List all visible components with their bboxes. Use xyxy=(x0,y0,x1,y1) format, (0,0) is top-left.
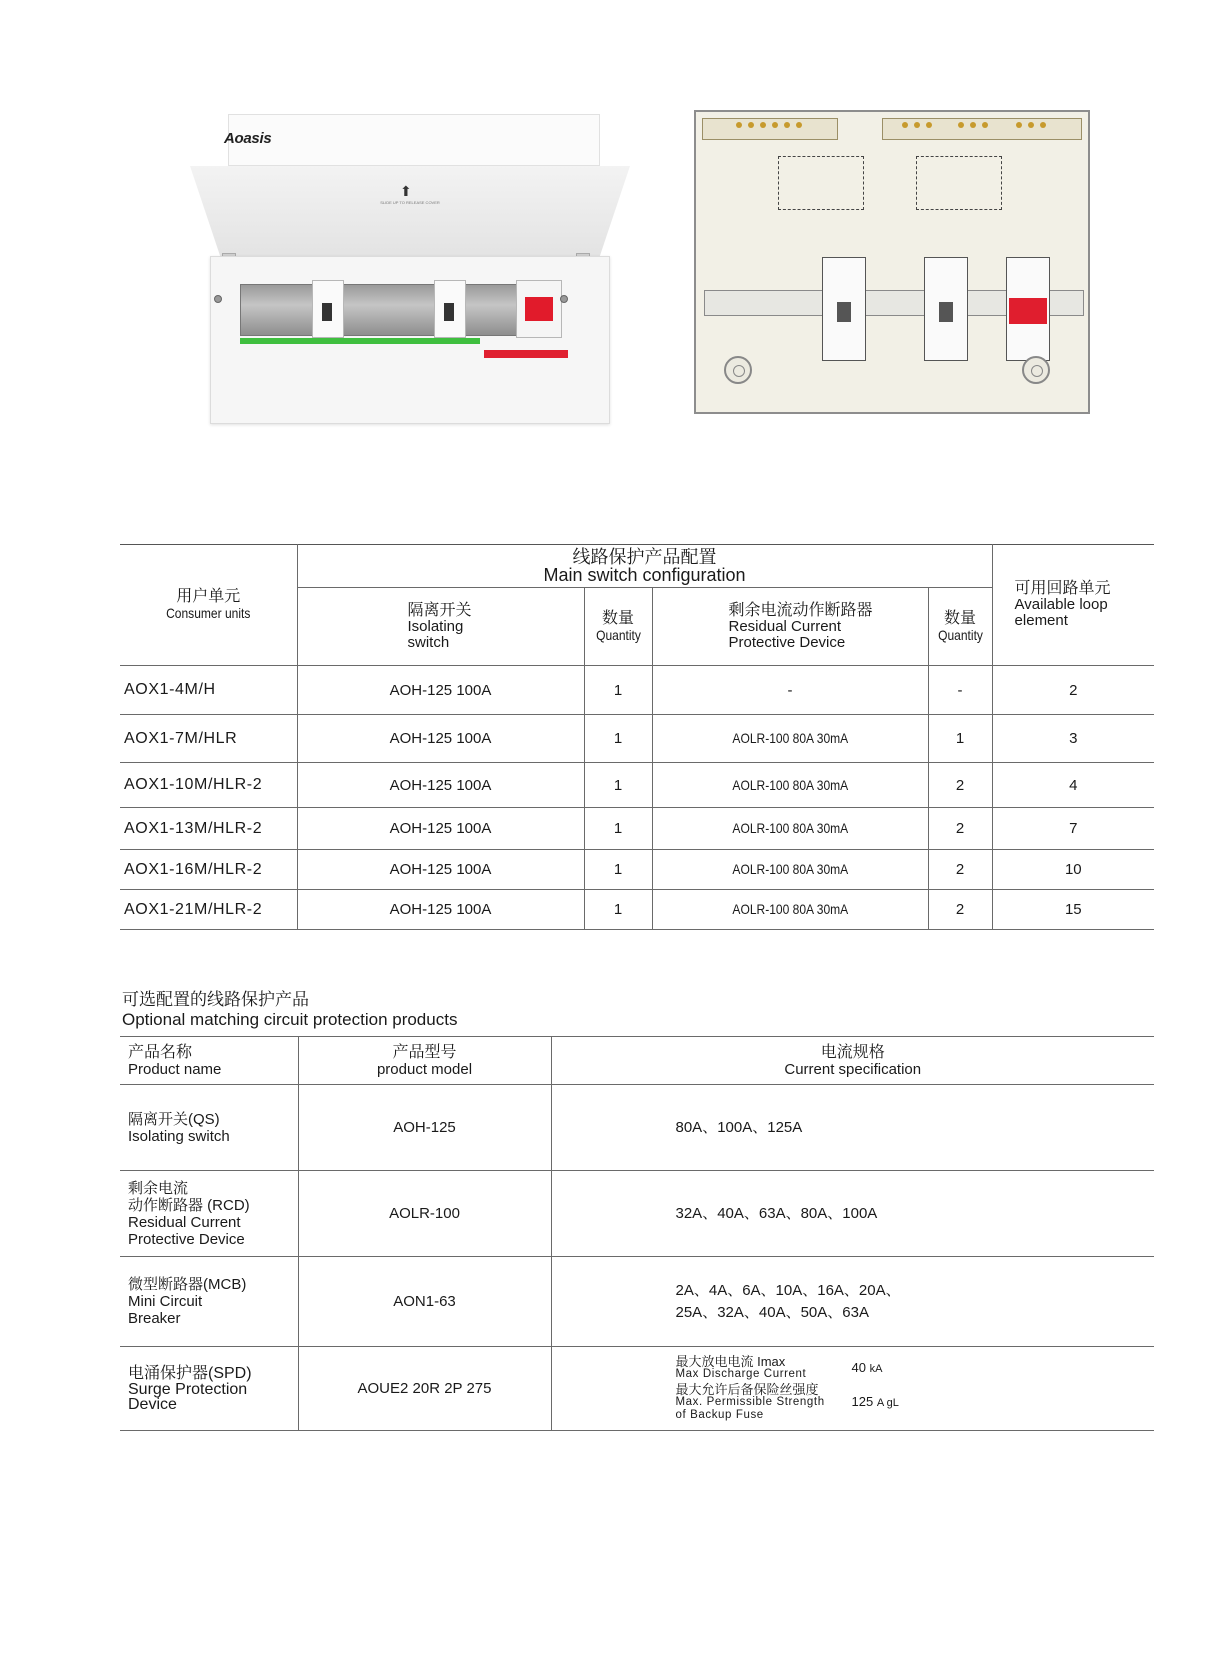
cell-isolating: AOH-125 100A xyxy=(297,666,584,715)
brand-logo: Aoasis xyxy=(224,130,272,147)
optional-title-en: Optional matching circuit protection products xyxy=(122,1010,458,1029)
cell-product-model: AOUE2 20R 2P 275 xyxy=(298,1347,551,1431)
cell-unit: AOX1-4M/H xyxy=(124,681,216,698)
cell-current-spec: 80A、100A、125A xyxy=(551,1085,1154,1171)
main-switch xyxy=(516,280,562,338)
cell-loops: 2 xyxy=(992,666,1154,715)
cell-product-model: AOLR-100 xyxy=(298,1171,551,1257)
neutral-bar-right xyxy=(882,118,1082,140)
cell-qty1: 1 xyxy=(584,808,652,850)
header-current-spec: 电流规格 Current specification xyxy=(551,1037,1154,1085)
cover-hint: SLIDE UP TO RELEASE COVER xyxy=(380,200,440,205)
header-available-loop: 可用回路单元 Available loop element xyxy=(992,545,1154,666)
neutral-bar-left xyxy=(702,118,838,140)
up-arrow-icon: ⬆ xyxy=(400,183,412,199)
header-product-model: 产品型号 product model xyxy=(298,1037,551,1085)
cell-product-name: 剩余电流 动作断路器 (RCD) Residual Current Protective Device xyxy=(128,1179,250,1248)
table-row xyxy=(120,850,1154,890)
cell-qty1: 1 xyxy=(584,890,652,930)
internal-layout-drawing xyxy=(694,110,1090,414)
optional-section-title xyxy=(122,990,457,1030)
cell-loops: 3 xyxy=(992,715,1154,763)
cell-rcd: AOLR-100 80A 30mA xyxy=(652,890,928,930)
header-quantity-1: 数量 Quantity xyxy=(584,588,652,666)
cell-unit: AOX1-10M/HLR-2 xyxy=(124,776,263,793)
header-main-switch-config: 线路保护产品配置 Main switch configuration xyxy=(297,545,992,588)
cell-current-spec: 32A、40A、63A、80A、100A xyxy=(551,1171,1154,1257)
cell-loops: 10 xyxy=(992,850,1154,890)
cover-lid xyxy=(190,166,630,258)
screw-right xyxy=(560,295,568,303)
cell-rcd: AOLR-100 80A 30mA xyxy=(652,808,928,850)
circuit-label-strip xyxy=(240,338,480,344)
cell-qty1: 1 xyxy=(584,715,652,763)
knockout-right xyxy=(916,156,1002,210)
main-config-table xyxy=(120,544,1154,930)
table-row xyxy=(120,715,1154,763)
table-row xyxy=(120,666,1154,715)
cell-loops: 15 xyxy=(992,890,1154,930)
table-row xyxy=(120,1085,1154,1171)
cell-qty2: - xyxy=(928,666,992,715)
cell-product-model: AOH-125 xyxy=(298,1085,551,1171)
table-row xyxy=(120,808,1154,850)
mounting-hole-right xyxy=(1022,356,1050,384)
din-rail-window xyxy=(240,284,562,336)
header-rcd: 剩余电流动作断路器 Residual Current Protective Device xyxy=(652,588,928,666)
cell-product-name: 微型断路器(MCB) Mini Circuit Breaker xyxy=(128,1276,247,1327)
cell-current-spec: 2A、4A、6A、10A、16A、20A、 25A、32A、40A、50A、63A xyxy=(551,1257,1154,1347)
spd-fuse-label: 最大允许后备保险丝强度 Max. Permissible Strength of Backup Fuse xyxy=(675,1382,825,1421)
optional-products-table xyxy=(120,1036,1154,1431)
cell-isolating: AOH-125 100A xyxy=(297,850,584,890)
table-row xyxy=(120,763,1154,808)
cell-product-model: AON1-63 xyxy=(298,1257,551,1347)
cell-unit: AOX1-21M/HLR-2 xyxy=(124,900,263,918)
mounting-hole-left xyxy=(724,356,752,384)
cell-rcd: AOLR-100 80A 30mA xyxy=(652,715,928,763)
table-row xyxy=(120,1347,1154,1431)
header-quantity-2: 数量 Quantity xyxy=(928,588,992,666)
table-row xyxy=(120,890,1154,930)
main-switch-label-strip xyxy=(484,350,568,358)
cell-isolating: AOH-125 100A xyxy=(297,763,584,808)
rcd-module-1 xyxy=(312,280,344,338)
cell-qty2: 1 xyxy=(928,715,992,763)
knockout-left xyxy=(778,156,864,210)
cell-qty2: 2 xyxy=(928,890,992,930)
cell-loops: 4 xyxy=(992,763,1154,808)
cell-qty1: 1 xyxy=(584,850,652,890)
cell-rcd: AOLR-100 80A 30mA xyxy=(652,763,928,808)
optional-header-row xyxy=(120,1037,1154,1085)
cell-unit: AOX1-16M/HLR-2 xyxy=(124,860,263,878)
spd-imax-label: 最大放电电流 Imax Max Discharge Current xyxy=(675,1354,807,1380)
optional-title-zh: 可选配置的线路保护产品 xyxy=(122,990,309,1009)
rcd-module-2 xyxy=(434,280,466,338)
cell-spd-spec xyxy=(551,1347,1154,1431)
cell-qty2: 2 xyxy=(928,850,992,890)
cell-qty1: 1 xyxy=(584,666,652,715)
cell-isolating: AOH-125 100A xyxy=(297,890,584,930)
spd-imax-value: 40 kA xyxy=(851,1359,883,1375)
consumer-unit-photo xyxy=(188,108,630,428)
header-product-name: 产品名称 Product name xyxy=(128,1043,222,1078)
main-switch-device xyxy=(1006,257,1050,361)
cell-isolating: AOH-125 100A xyxy=(297,715,584,763)
cover-top xyxy=(228,114,600,166)
cell-loops: 7 xyxy=(992,808,1154,850)
table-row xyxy=(120,1257,1154,1347)
cell-unit: AOX1-7M/HLR xyxy=(124,729,238,747)
rcd-device-2 xyxy=(924,257,968,361)
cell-qty2: 2 xyxy=(928,808,992,850)
cell-isolating: AOH-125 100A xyxy=(297,808,584,850)
cell-qty2: 2 xyxy=(928,763,992,808)
cell-rcd: - xyxy=(652,666,928,715)
cell-rcd: AOLR-100 80A 30mA xyxy=(652,850,928,890)
table-row xyxy=(120,1171,1154,1257)
header-isolating-switch: 隔离开关 Isolating switch xyxy=(297,588,584,666)
header-consumer-units: 用户单元 Consumer units xyxy=(166,588,251,621)
spd-fuse-value: 125 A gL xyxy=(851,1394,899,1409)
cell-qty1: 1 xyxy=(584,763,652,808)
cell-product-name: 电涌保护器(SPD) Surge Protection Device xyxy=(128,1365,252,1413)
screw-left xyxy=(214,295,222,303)
cell-product-name: 隔离开关(QS) Isolating switch xyxy=(128,1110,230,1145)
cell-unit: AOX1-13M/HLR-2 xyxy=(124,819,263,837)
rcd-device-1 xyxy=(822,257,866,361)
